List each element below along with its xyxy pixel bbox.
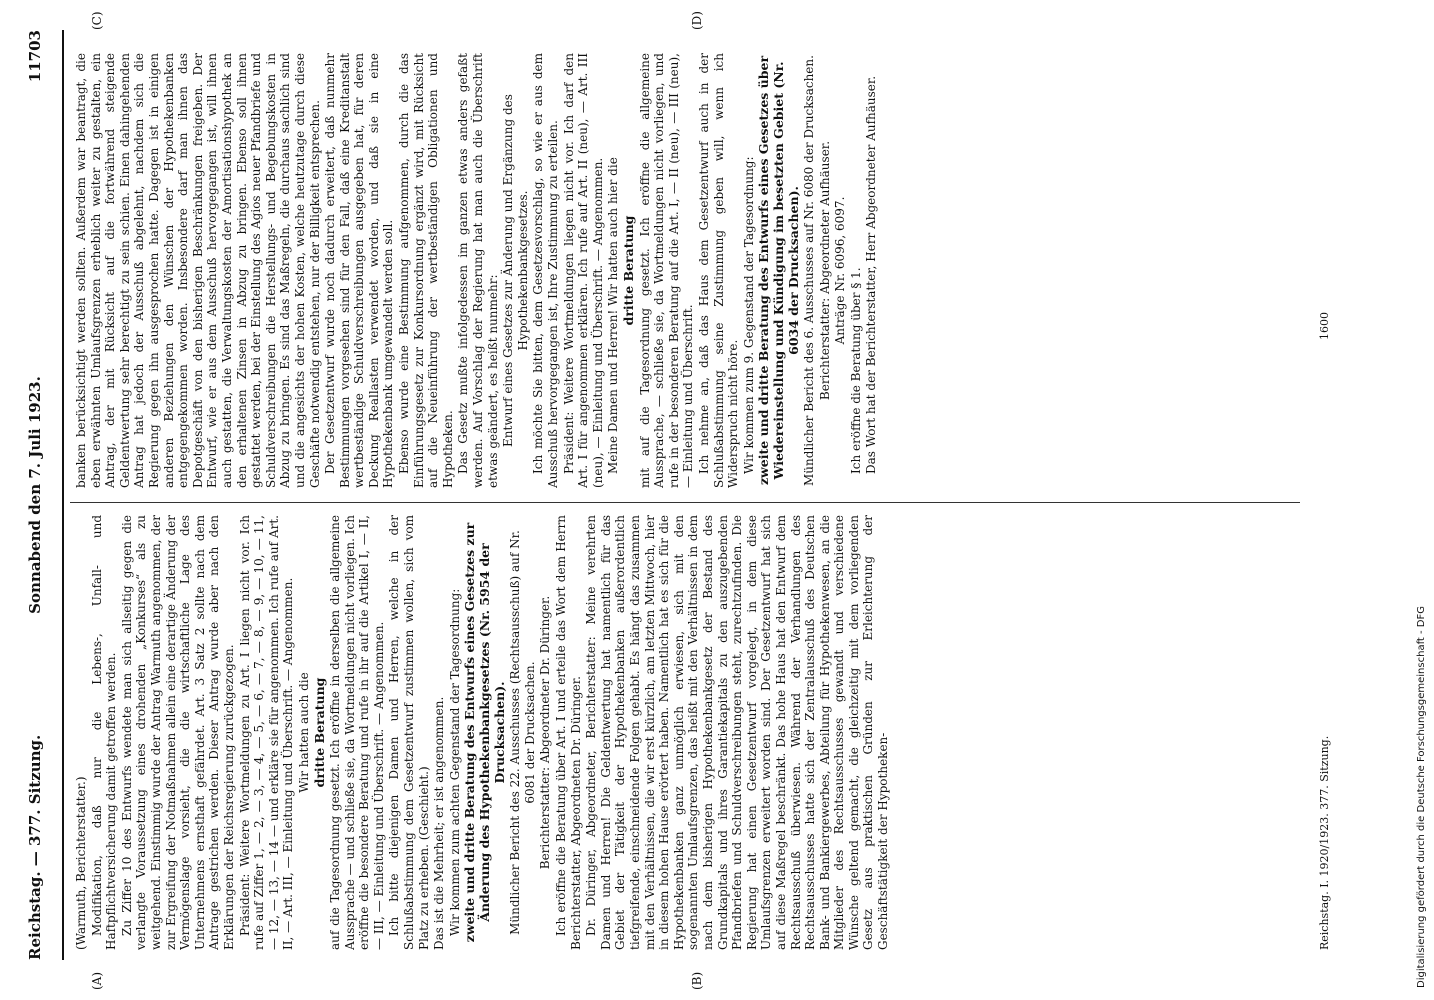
- left-para-4: Wir hatten auch die: [296, 672, 311, 793]
- right-para-6: Präsident: Weitere Wortmeldungen liegen nicht vor. Ich darf den Art. I für angenommen erklären. Ich rufe auf Art. II (neu), — Art. III (neu), — Einleitung und Überschrift. — Angenommen.: [561, 53, 605, 488]
- left-para-3: Präsident: Weitere Wortmeldungen zu Art. I liegen nicht vor. Ich rufe auf Ziffer 1, — 2, — 3, — 4, — 5, — 6, — 7, — 8, — 9, — 10, — 11, — 12, — 13, — 14 — und erkläre sie für angenommen. Ich rufe auf Art. II, — Art. III, — Einleitung und Überschrift. — Angenommen.: [237, 515, 296, 950]
- right-para-16: Ich eröffne die Beratung über § 1.: [848, 267, 863, 474]
- margin-mark-a: (A): [90, 971, 104, 990]
- margin-mark-d: (D): [690, 11, 704, 30]
- left-footer: Reichstag. I. 1920/1923. 377. Sitzung.: [1318, 735, 1331, 950]
- left-para-7: Ich bitte diejenigen Damen und Herren, welche in der Schlußabstimmung dem Gesetzentwurf zustimmen wollen, sich vom Platz zu erheben. (Geschieht.): [387, 515, 431, 950]
- left-para-11: Mündlicher Bericht des 22. Ausschusses (Rechtsausschuß) auf Nr. 6081 der Drucksachen.: [508, 530, 537, 935]
- right-column: [74, 53, 1304, 488]
- right-para-11: Wir kommen zum 9. Gegenstand der Tagesordnung:: [741, 156, 756, 474]
- header-center: Sonnabend den 7. Juli 1923.: [26, 376, 44, 614]
- right-para-8: dritte Beratung: [620, 215, 636, 326]
- right-para-0: banken berücksichtigt werden sollten. Außerdem war beantragt, die eben erwähnten Umlaufsgrenzen erheblich weiter zu gestalten, ein Antrag, der mit Rücksicht auf die fortwährend steigende Geldentwertung sehr berechtigt zu sein schien. Einen dahingehenden Antrag hat jedoch der Ausschuß abgelehnt, nachdem sich die Regierung gegen ihn ausgesprochen hatte. Dagegen ist in einigen anderen Beziehungen den Wünschen der Hypothekenbanken entgegengekommen worden. Insbesondere darf man ihnen das Depotgeschäft von den bisherigen Beschränkungen freigeben. Der Entwurf, wie er aus dem Ausschuß hervorgegangen ist, will ihnen auch gestatten, die Verwaltungskosten der Amortisationshypothek an den erhaltenen Zinsen in Abzug zu bringen. Ebenso soll ihnen gestattet werden, bei der Einstellung des Agios neuer Pfandbriefe und Schuldverschreibungen die Herstellungs- und Begebungskosten in Abzug zu bringen. Es sind das Maßregeln, die durchaus sachlich sind und die angesichts der hohen Kosten, welche heutzutage durch diese Geschäfte notwendig entstehen, nur der Billigkeit entsprechen.: [74, 53, 322, 488]
- left-para-12: Berichterstatter: Abgeordneter Dr. Düringer.: [538, 595, 553, 870]
- right-para-17: Das Wort hat der Berichterstatter, Herr Abgeordneter Aufhäuser.: [864, 75, 879, 474]
- page-header: [20, 30, 56, 960]
- left-para-2: Zu Ziffer 10 des Entwurfs wendete man sich allseitig gegen die verlangte Voraussetzung eines drohenden „Konkurses“ als zu weitgehend. Einstimmig wurde der Antrag Warmuth angenommen, der zur Ergreifung der Notmaßnahmen allein eine derartige Änderung der Vermögenslage vorsieht, die die wirtschaftliche Lage des Unternehmens ernsthaft gefährdet. Art. 3 Satz 2 sollte nach dem Antrage gestrichen werden. Dieser Antrag wurde aber nach den Erklärungen der Reichsregierung zurückgezogen.: [119, 515, 236, 950]
- left-para-13: Ich eröffne die Beratung über Art. I und erteile das Wort dem Herrn Berichterstatter, Abgeordneten Dr. Düringer.: [554, 515, 583, 950]
- right-para-2: Ebenso wurde eine Bestimmung aufgenommen, durch die das Einführungsgesetz zur Konkursordnung ergänzt wird, mit Rücksicht auf die Neueinführung der wertbeständigen Obligationen und Hypotheken.: [397, 53, 455, 488]
- header-rule: [62, 30, 64, 960]
- margin-mark-c: (C): [90, 11, 104, 30]
- header-left: Reichstag. — 377. Sitzung.: [26, 734, 44, 960]
- side-note: [1412, 8, 1430, 998]
- column-divider: [70, 502, 1300, 503]
- right-para-14: Berichterstatter: Abgeordneter Aufhäuser.: [817, 140, 832, 401]
- margin-mark-b: (B): [690, 971, 704, 990]
- right-para-12: zweite und dritte Beratung des Entwurfs eines Gesetzes über Wiedereinstellung und Kündigung im besetzten Gebiet (Nr. 6034 der Drucksachen).: [756, 55, 801, 486]
- right-para-10: Ich nehme an, daß das Haus dem Gesetzentwurf auch in der Schlußabstimmung seine Zustimmung geben will, wenn ich Widerspruch nicht höre.: [696, 53, 741, 488]
- right-para-13: Mündlicher Bericht des 6. Ausschusses auf Nr. 6080 der Drucksachen.: [802, 55, 817, 486]
- right-footer: 1600: [1318, 312, 1331, 340]
- left-para-1: Modifikation, daß nur die Lebens-, Unfall- und Haftpflichtversicherung damit getroffen werden.: [89, 515, 119, 950]
- side-note-text: Digitalisierung gefördert durch die Deutsche Forschungsgemeinschaft - DFG: [1416, 605, 1427, 988]
- left-para-10: zweite und dritte Beratung des Entwurfs eines Gesetzes zur Änderung des Hypothekenbankgesetzes (Nr. 5954 der Drucksachen).: [462, 522, 507, 943]
- left-column: [74, 515, 1304, 950]
- left-para-9: Wir kommen zum achten Gegenstand der Tagesordnung:: [447, 588, 462, 936]
- right-para-3: Das Gesetz mußte infolgedessen im ganzen etwas anders gefaßt werden. Auf Vorschlag der Regierung hat man auch die Überschrift etwas geändert, es heißt nunmehr:: [456, 53, 500, 488]
- left-para-8: Das ist die Mehrheit; er ist angenommen.: [432, 696, 447, 950]
- right-para-9: mit auf die Tagesordnung gesetzt. Ich eröffne die allgemeine Aussprache, — schließe sie, da Wortmeldungen nicht vorliegen, und rufe in der besonderen Beratung auf die Art. I, — II (neu), — III (neu), — Einleitung und Überschrift.: [637, 53, 696, 488]
- right-para-5: Ich möchte Sie bitten, dem Gesetzesvorschlag, so wie er aus dem Ausschuß hervorgegangen ist, Ihre Zustimmung zu erteilen.: [531, 53, 560, 488]
- right-para-15: Anträge Nr. 6096, 6097.: [833, 196, 848, 345]
- left-para-0: (Warmuth, Berichterstatter.): [74, 776, 88, 950]
- right-para-1: Der Gesetzentwurf wurde noch dadurch erweitert, daß nunmehr Bestimmungen vorgesehen sind für den Fall, daß eine Kreditanstalt wertbeständige Schuldverschreibungen ausgegeben hat, für deren Deckung Reallasten verwendet worden, und daß sie in eine Hypothekenbank umgewandelt werden soll.: [323, 53, 396, 488]
- left-para-14: Dr. Düringer, Abgeordneter, Berichterstatter: Meine verehrten Damen und Herren! Die Geldentwertung hat namentlich für das Gebiet der Tätigkeit der Hypothekenbanken außerordentlich tiefgreifende, einschneidende Folgen gehabt. Es hängt das zusammen mit den Verhältnissen, die wir erst kürzlich, am letzten Mittwoch, hier in diesem hohen Hause erörtert haben. Namentlich hat es sich für die Hypothekenbanken ganz unmöglich erwiesen, sich mit den sogenannten Umlaufsgrenzen, das heißt mit den Verhältnissen in dem nach dem bisherigen Hypothekenbankgesetz der Bestand des Grundkapitals und ihres Garantiekapitals zu den auszugebenden Pfandbriefen und Schuldverschreibungen steht, zurechtzufinden. Die Regierung hat einen Gesetzentwurf vorgelegt, in dem diese Umlaufsgrenzen erweitert worden sind. Der Gesetzentwurf hat sich auf diese Maßregel beschränkt. Das hohe Haus hat den Entwurf dem Rechtsausschuß überwiesen. Während der Verhandlungen des Rechtsausschusses hatte sich der Zentralausschuß des Deutschen Bank- und Bankiergewerbes, Abteilung für Hypothekenwesen, an die Mitglieder des Rechtsausschusses gewandt und verschiedene Wünsche geltend gemacht, die gleichzeitig mit dem vorliegenden Gesetz aus praktischen Gründen zur Erleichterung der Geschäftstätigkeit der Hypotheken-: [584, 515, 891, 950]
- right-para-7: Meine Damen und Herren! Wir hatten auch hier die: [606, 157, 621, 474]
- left-para-6: auf die Tagesordnung gesetzt. Ich eröffne in derselben die allgemeine Aussprache — und schließe sie, da Wortmeldungen nicht vorliegen. Ich eröffne die besondere Beratung und rufe in ihr auf die Artikel I, — II, — III, — Einleitung und Überschrift. — Angenommen.: [328, 515, 386, 950]
- header-page-number: 11703: [26, 30, 44, 83]
- right-para-4: Entwurf eines Gesetzes zur Änderung und Ergänzung des Hypothekenbankgesetzes.: [501, 94, 530, 447]
- left-para-5: dritte Beratung: [311, 677, 327, 788]
